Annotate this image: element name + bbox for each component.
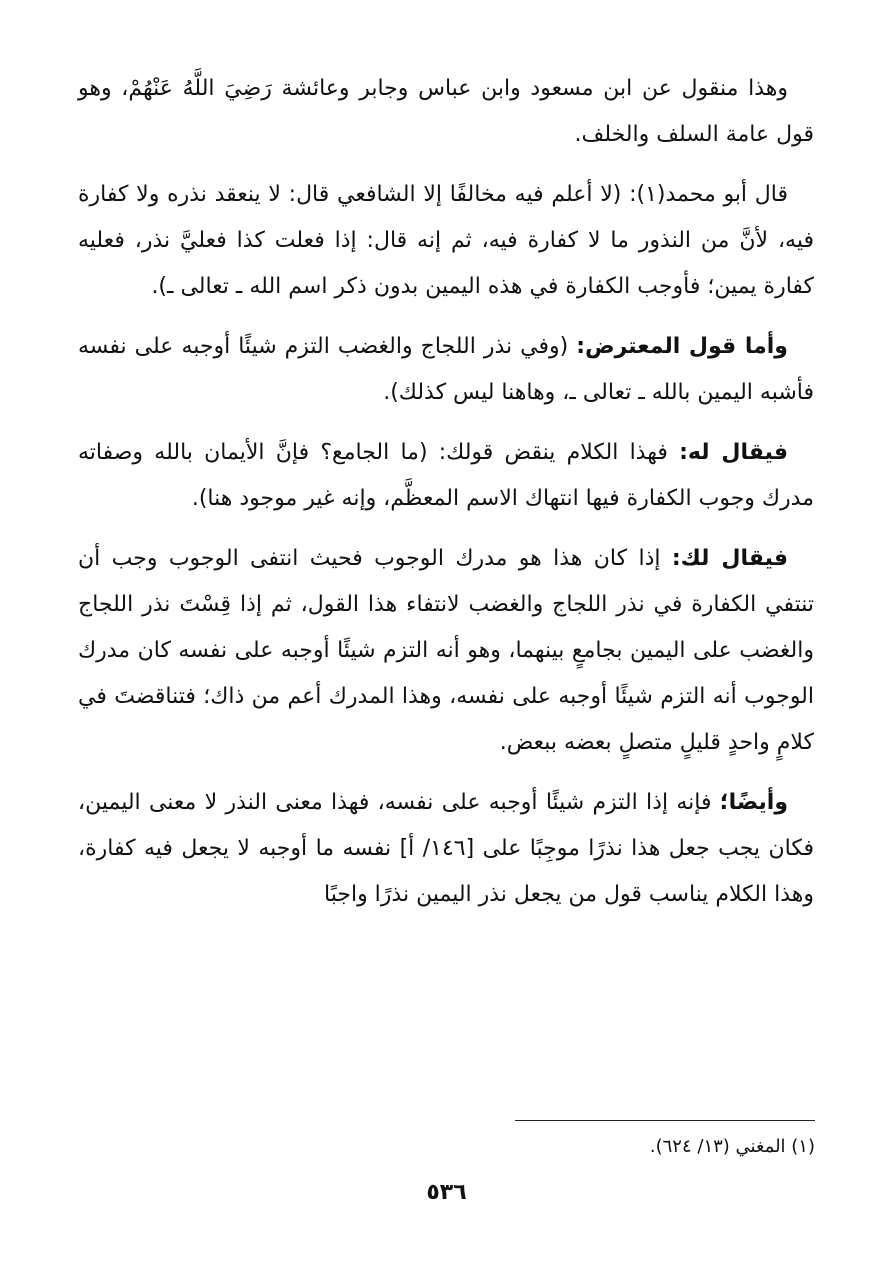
paragraph-lead: وأيضًا؛ [719, 790, 788, 815]
paragraph-lead: وأما قول المعترض: [576, 334, 788, 359]
paragraph-5: فيقال لك: إذا كان هذا هو مدرك الوجوب فحيث انتفى الوجوب وجب أن تنتفي الكفارة في نذر اللجاج والغضب لانتفاء هذا القول، ثم إذا قِسْتَ نذر اللجاج والغضب على اليمين بجامعٍ بينهما، وهو أنه التزم شيئًا أوجبه على نفسه كان مدرك الوجوب أنه التزم شيئًا أوجبه على نفسه، وهذا المدرك أعم من ذاك؛ فتناقضتَ في كلامٍ واحدٍ قليلٍ متصلٍ بعضه ببعض. [78, 546, 814, 755]
footnote: (١) المغني (١٣/ ٦٢٤). [649, 1136, 815, 1157]
paragraph-lead: فيقال له: [679, 440, 788, 465]
paragraph-6: وأيضًا؛ فإنه إذا التزم شيئًا أوجبه على نفسه، فهذا معنى النذر لا معنى اليمين، فكان يجب جعل هذا نذرًا موجِبًا على [١٤٦/ أ] نفسه ما أوجبه لا يجعل فيه كفارة، وهذا الكلام يناسب قول من يجعل نذر اليمين نذرًا واجبًا [78, 790, 814, 907]
paragraph-lead: فيقال لك: [671, 546, 788, 571]
paragraph-2: قال أبو محمد(١): (لا أعلم فيه مخالفًا إلا الشافعي قال: لا ينعقد نذره ولا كفارة فيه، لأنَّ من النذور ما لا كفارة فيه، ثم إنه قال: إذا فعلت كذا فعليَّ نذر، فعليه كفارة يمين؛ فأوجب الكفارة في هذه اليمين بدون ذكر اسم الله ـ تعالى ـ). [78, 182, 814, 299]
paragraph-3: وأما قول المعترض: (وفي نذر اللجاج والغضب التزم شيئًا أوجبه على نفسه فأشبه اليمين بالله ـ تعالى ـ، وهاهنا ليس كذلك). [78, 334, 814, 405]
page-number: ٥٣٦ [426, 1180, 467, 1205]
paragraph-1: وهذا منقول عن ابن مسعود وابن عباس وجابر وعائشة رَضِيَ اللَّهُ عَنْهُمْ، وهو قول عامة السلف والخلف. [78, 76, 814, 147]
paragraph-4: فيقال له: فهذا الكلام ينقض قولك: (ما الجامع؟ فإنَّ الأيمان بالله وصفاته مدرك وجوب الكفارة فيها انتهاك الاسم المعظَّم، وإنه غير موجود هنا). [78, 440, 814, 511]
footnote-divider [515, 1120, 815, 1121]
main-text [78, 66, 814, 932]
